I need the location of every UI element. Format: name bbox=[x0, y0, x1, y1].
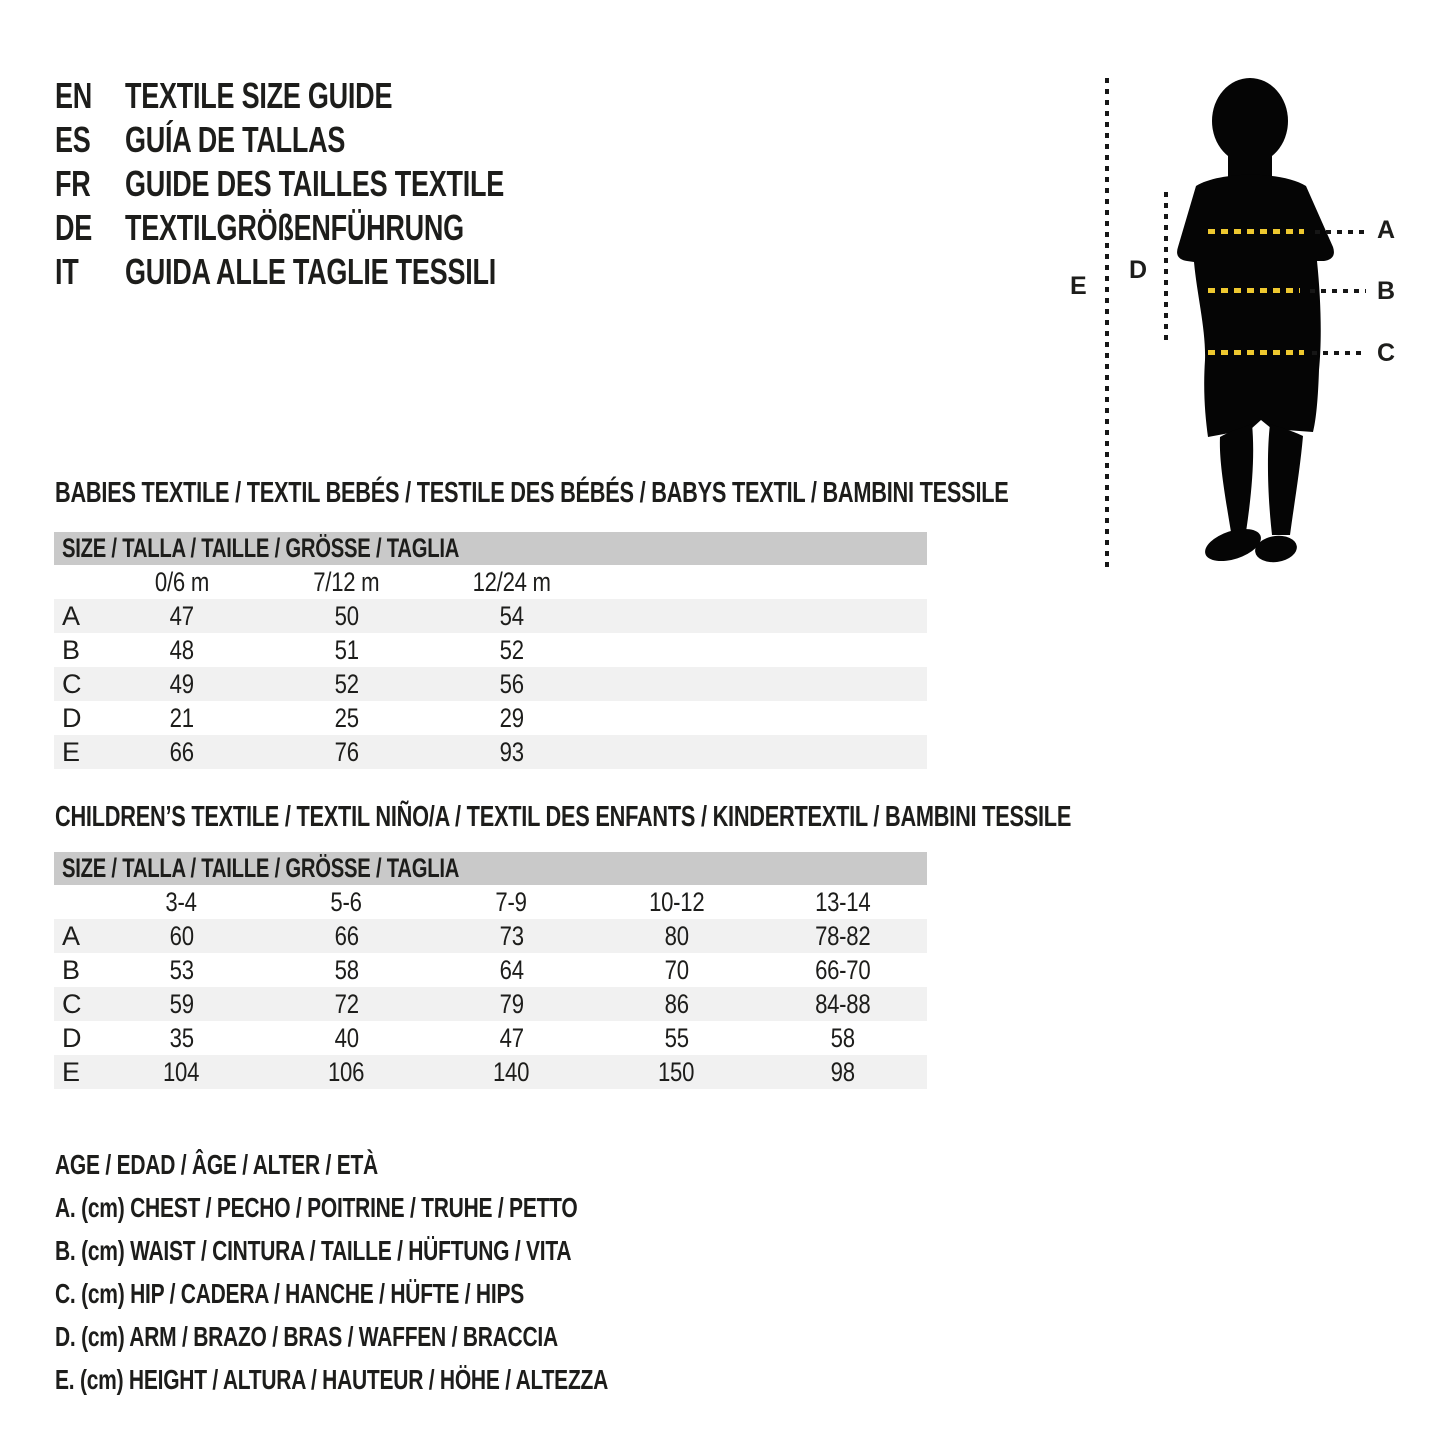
table-cell: 52 bbox=[334, 668, 359, 699]
figure-label-a: A bbox=[1377, 216, 1395, 244]
row-label: D bbox=[62, 1022, 82, 1053]
column-header: 0/6 m bbox=[154, 566, 209, 597]
table-cell: 40 bbox=[334, 1022, 359, 1053]
table-cell: 84-88 bbox=[815, 988, 871, 1019]
measurement-legend bbox=[55, 1143, 792, 1401]
table-cell: 66 bbox=[169, 736, 194, 767]
arm-measure-line-d bbox=[1164, 192, 1168, 343]
table-cell: 52 bbox=[499, 634, 524, 665]
row-label: C bbox=[62, 668, 82, 699]
table-cell: 140 bbox=[493, 1056, 530, 1087]
language-code: ES bbox=[55, 119, 91, 160]
column-header-row bbox=[54, 885, 927, 919]
legend-line-height: E. (cm) HEIGHT / ALTURA / HAUTEUR / HÖHE / ALTEZZA bbox=[55, 1364, 609, 1395]
language-code: IT bbox=[55, 251, 79, 292]
language-title: GUÍA DE TALLAS bbox=[125, 119, 346, 160]
language-row bbox=[55, 74, 630, 118]
table-cell: 79 bbox=[499, 988, 524, 1019]
height-measure-line-e bbox=[1105, 78, 1109, 572]
table-row bbox=[54, 599, 927, 633]
table-row bbox=[54, 953, 927, 987]
table-cell: 35 bbox=[169, 1022, 194, 1053]
legend-line-chest: A. (cm) CHEST / PECHO / POITRINE / TRUHE / PETTO bbox=[55, 1192, 578, 1223]
table-row bbox=[54, 633, 927, 667]
language-title: TEXTILGRÖßENFÜHRUNG bbox=[125, 207, 464, 248]
language-title-list bbox=[55, 74, 630, 294]
language-row bbox=[55, 162, 630, 206]
column-header: 12/24 m bbox=[472, 566, 551, 597]
chest-measure-leader-a bbox=[1315, 230, 1367, 234]
table-row bbox=[54, 1055, 927, 1089]
table-cell: 51 bbox=[334, 634, 359, 665]
table-cell: 104 bbox=[163, 1056, 200, 1087]
babies-size-table bbox=[54, 532, 927, 769]
row-label: A bbox=[62, 920, 80, 951]
size-header-bar: SIZE / TALLA / TAILLE / GRÖSSE / TAGLIA bbox=[54, 532, 927, 565]
chest-measure-line-a bbox=[1208, 229, 1304, 234]
language-row bbox=[55, 206, 630, 250]
legend-line-arm: D. (cm) ARM / BRAZO / BRAS / WAFFEN / BRACCIA bbox=[55, 1321, 558, 1352]
hip-measure-line-c bbox=[1208, 350, 1304, 355]
table-row bbox=[54, 987, 927, 1021]
table-cell: 49 bbox=[169, 668, 194, 699]
table-cell: 76 bbox=[334, 736, 359, 767]
table-cell: 47 bbox=[499, 1022, 524, 1053]
table-cell: 55 bbox=[664, 1022, 689, 1053]
row-label: D bbox=[62, 702, 82, 733]
table-cell: 66 bbox=[334, 920, 359, 951]
language-code: FR bbox=[55, 163, 91, 204]
table-cell: 21 bbox=[169, 702, 194, 733]
row-label: B bbox=[62, 634, 80, 665]
table-cell: 54 bbox=[499, 600, 524, 631]
table-row bbox=[54, 1021, 927, 1055]
figure-label-b: B bbox=[1377, 277, 1395, 305]
table-cell: 150 bbox=[658, 1056, 695, 1087]
table-cell: 80 bbox=[664, 920, 689, 951]
table-cell: 73 bbox=[499, 920, 524, 951]
row-label: C bbox=[62, 988, 82, 1019]
row-label: E bbox=[62, 1056, 80, 1087]
language-code: DE bbox=[55, 207, 93, 248]
column-header: 10-12 bbox=[648, 886, 705, 917]
row-label: B bbox=[62, 954, 80, 985]
language-title: GUIDE DES TAILLES TEXTILE bbox=[125, 163, 505, 204]
babies-section-heading: BABIES TEXTILE / TEXTIL BEBÉS / TESTILE DES BÉBÉS / BABYS TEXTIL / BAMBINI TESSILE bbox=[55, 477, 1009, 509]
language-row bbox=[55, 118, 630, 162]
table-cell: 50 bbox=[334, 600, 359, 631]
size-header-bar: SIZE / TALLA / TAILLE / GRÖSSE / TAGLIA bbox=[54, 852, 927, 885]
table-row bbox=[54, 667, 927, 701]
table-cell: 98 bbox=[830, 1056, 856, 1087]
table-row bbox=[54, 735, 927, 769]
column-header: 3-4 bbox=[165, 886, 198, 917]
table-cell: 58 bbox=[334, 954, 359, 985]
row-label: A bbox=[62, 600, 80, 631]
table-cell: 58 bbox=[830, 1022, 856, 1053]
hip-measure-leader-c bbox=[1312, 351, 1366, 355]
children-section-heading: CHILDREN’S TEXTILE / TEXTIL NIÑO/A / TEXTIL DES ENFANTS / KINDERTEXTIL / BAMBINI TESSILE bbox=[55, 801, 1072, 833]
language-row bbox=[55, 250, 630, 294]
table-row bbox=[54, 701, 927, 735]
legend-line-hip: C. (cm) HIP / CADERA / HANCHE / HÜFTE / HIPS bbox=[55, 1278, 524, 1309]
table-cell: 72 bbox=[334, 988, 359, 1019]
table-row bbox=[54, 919, 927, 953]
table-cell: 78-82 bbox=[815, 920, 871, 951]
row-label: E bbox=[62, 736, 80, 767]
table-cell: 93 bbox=[499, 736, 524, 767]
table-cell: 47 bbox=[169, 600, 194, 631]
table-cell: 53 bbox=[169, 954, 194, 985]
column-header-row bbox=[54, 565, 927, 599]
figure-label-e: E bbox=[1070, 272, 1087, 300]
language-title: TEXTILE SIZE GUIDE bbox=[125, 75, 393, 116]
table-cell: 64 bbox=[499, 954, 524, 985]
column-header: 7/12 m bbox=[313, 566, 380, 597]
waist-measure-leader-b bbox=[1310, 289, 1366, 293]
legend-line-age: AGE / EDAD / ÂGE / ALTER / ETÀ bbox=[55, 1149, 378, 1180]
language-code: EN bbox=[55, 75, 93, 116]
table-cell: 29 bbox=[499, 702, 524, 733]
table-cell: 86 bbox=[664, 988, 689, 1019]
table-cell: 70 bbox=[664, 954, 689, 985]
figure-label-d: D bbox=[1129, 256, 1147, 284]
column-header: 7-9 bbox=[495, 886, 528, 917]
table-cell: 60 bbox=[169, 920, 194, 951]
column-header: 5-6 bbox=[330, 886, 363, 917]
language-title: GUIDA ALLE TAGLIE TESSILI bbox=[125, 251, 497, 292]
table-cell: 25 bbox=[334, 702, 359, 733]
legend-line-waist: B. (cm) WAIST / CINTURA / TAILLE / HÜFTUNG / VITA bbox=[55, 1235, 572, 1266]
waist-measure-line-b bbox=[1208, 288, 1300, 293]
figure-label-c: C bbox=[1377, 339, 1395, 367]
children-size-table bbox=[54, 852, 927, 1089]
table-cell: 66-70 bbox=[815, 954, 871, 985]
table-cell: 106 bbox=[328, 1056, 365, 1087]
column-header: 13-14 bbox=[815, 886, 871, 917]
table-cell: 48 bbox=[169, 634, 194, 665]
table-cell: 56 bbox=[499, 668, 524, 699]
table-cell: 59 bbox=[169, 988, 194, 1019]
